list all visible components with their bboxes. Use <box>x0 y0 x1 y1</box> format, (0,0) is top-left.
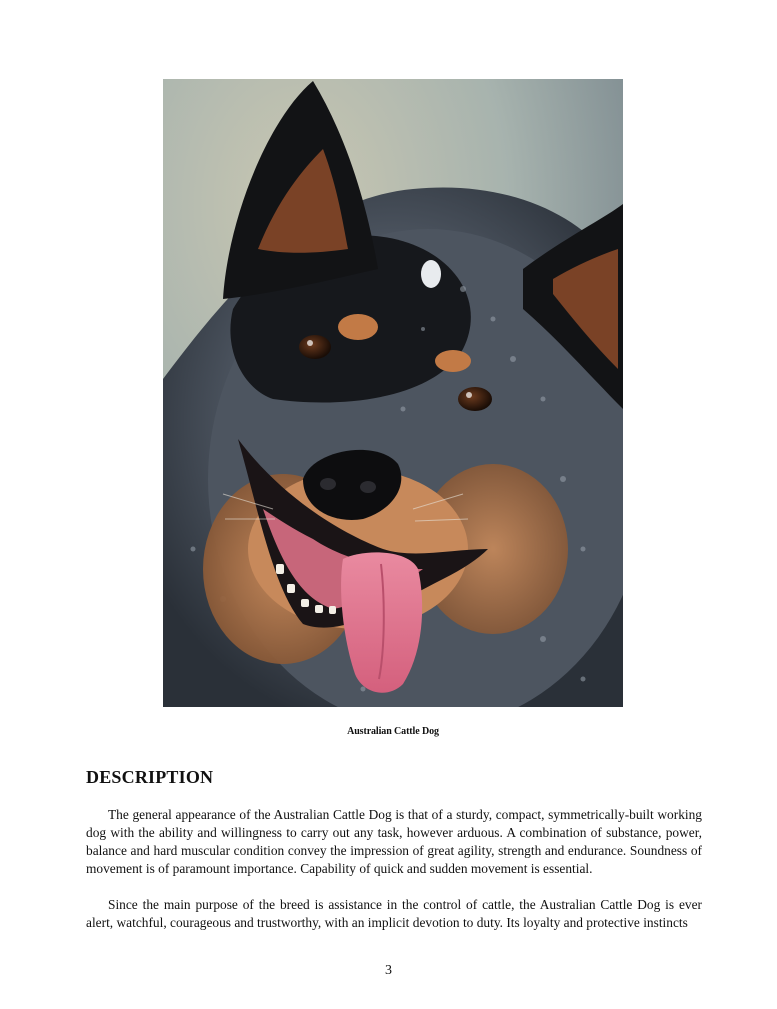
section-heading: DESCRIPTION <box>86 767 214 787</box>
dog-photo <box>163 79 623 707</box>
paragraph: Since the main purpose of the breed is assistance in the control of cattle, the Australian Cattle Dog is ever alert, watchful, courageous and trustworthy, with an implicit devotion to duty. Its loyalty and protective instincts <box>86 897 702 930</box>
page-number: 3 <box>385 963 392 978</box>
figure-caption: Australian Cattle Dog <box>347 726 439 737</box>
paragraph: The general appearance of the Australian Cattle Dog is that of a sturdy, compact, symmetrically-built working dog with the ability and willingness to carry out any task, however arduous. A combination of substance, power, balance and hard muscular condition convey the impression of great agility, strength and endurance. Soundness of movement is of paramount importance. Capability of quick and sudden movement is essential. <box>86 807 702 876</box>
